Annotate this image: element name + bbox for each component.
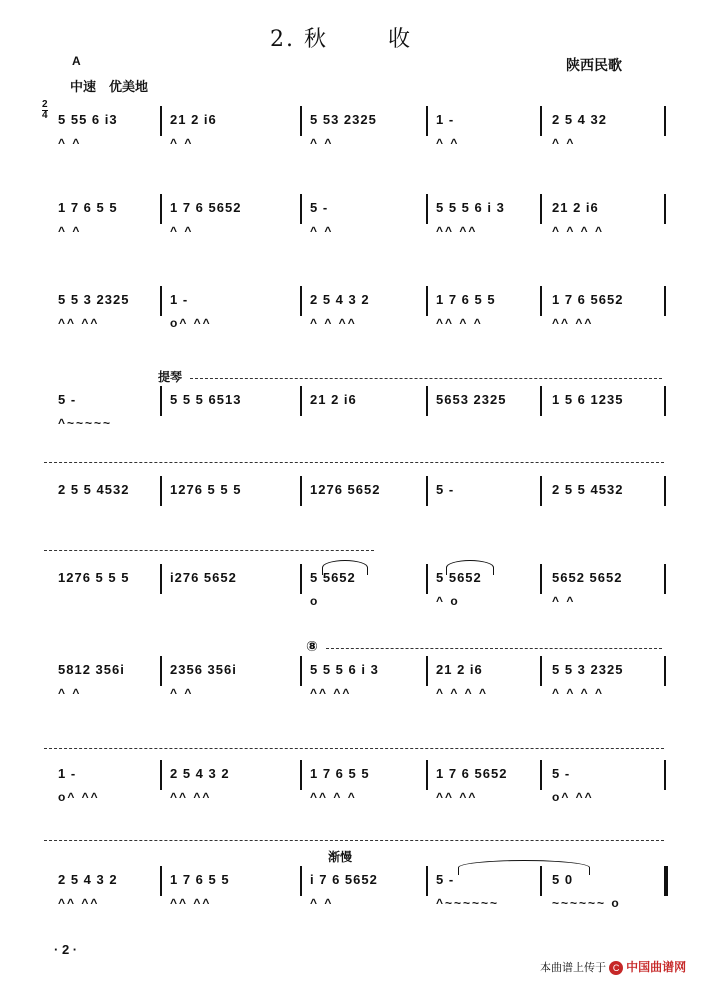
barline (426, 286, 428, 316)
barline (160, 386, 162, 416)
barline (664, 564, 666, 594)
measure-notes: 5 5 5 6 i 3 (310, 662, 379, 677)
measure-notes: 5 - (310, 200, 329, 215)
rehearsal-extension-line (326, 648, 662, 649)
measure-notes: 21 2 i6 (436, 662, 483, 677)
score-system (44, 872, 674, 912)
measure-bowing: ^~~~~~ (58, 416, 113, 430)
measure-notes: 5653 2325 (436, 392, 507, 407)
page-title: 2. 秋 收 (270, 27, 412, 52)
measure-bowing: ^ ^ ^ ^ (552, 224, 605, 238)
measure-bowing: ^ ^ (310, 224, 334, 238)
measure-notes: 1276 5652 (310, 482, 381, 497)
measure-notes: 5 - (58, 392, 77, 407)
measure-notes: 1276 5 5 5 (170, 482, 242, 497)
measure-notes: 2 5 4 3 2 (310, 292, 370, 307)
measure-bowing: ^ ^ ^^ (310, 316, 357, 330)
measure-notes: 1 7 6 5652 (552, 292, 624, 307)
measure-bowing: ^^ ^^ (310, 686, 352, 700)
measure-notes: 2356 356i (170, 662, 237, 677)
barline (664, 656, 666, 686)
measure-notes: 1 7 6 5652 (436, 766, 508, 781)
continuation-line (44, 462, 664, 463)
barline (664, 386, 666, 416)
barline (426, 760, 428, 790)
measure-notes: 1 - (58, 766, 77, 781)
score-system (44, 392, 674, 432)
measure-notes: 5 5 5 6513 (170, 392, 242, 407)
page-number: · 2 · (54, 942, 78, 957)
barline (300, 564, 302, 594)
measure-notes: 2 5 4 3 2 (58, 872, 118, 887)
measure-bowing: ^^ ^^ (58, 896, 100, 910)
measure-notes: 5 - (436, 482, 455, 497)
measure-bowing: ^ ^ (552, 136, 576, 150)
tiqin-extension-line (190, 378, 662, 379)
measure-notes: 21 2 i6 (310, 392, 357, 407)
barline (300, 476, 302, 506)
measure-bowing: ^ ^ (170, 224, 194, 238)
measure-notes: 5 0 (552, 872, 574, 887)
measure-notes: 5812 356i (58, 662, 125, 677)
measure-notes: 5 5652 (436, 570, 482, 585)
measure-notes: 1 7 6 5 5 (436, 292, 496, 307)
barline (160, 194, 162, 224)
barline (160, 866, 162, 896)
measure-bowing: ^^ ^^ (58, 316, 100, 330)
measure-bowing: ^ ^ (310, 896, 334, 910)
measure-notes: 21 2 i6 (552, 200, 599, 215)
barline (664, 866, 668, 896)
score-system (44, 662, 674, 702)
section-label: A (72, 54, 81, 68)
barline (664, 286, 666, 316)
measure-bowing: ^ o (436, 594, 460, 608)
measure-bowing: ^^ ^^ (436, 224, 478, 238)
measure-notes: 1 7 6 5 5 (310, 766, 370, 781)
rehearsal-mark: ⑧ (306, 638, 318, 654)
tiqin-annotation: 提琴 (158, 370, 183, 384)
barline (664, 106, 666, 136)
continuation-line (44, 550, 374, 551)
measure-notes: i 7 6 5652 (310, 872, 378, 887)
barline (664, 194, 666, 224)
site-logo-icon: C (609, 961, 623, 975)
barline (664, 476, 666, 506)
barline (426, 194, 428, 224)
score-system (44, 292, 674, 332)
score-system (44, 766, 674, 806)
barline (540, 760, 542, 790)
barline (426, 564, 428, 594)
measure-bowing: ^^ ^ ^ (436, 316, 483, 330)
barline (300, 386, 302, 416)
measure-notes: 1 7 6 5 5 (170, 872, 230, 887)
measure-notes: 1 7 6 5652 (170, 200, 242, 215)
measure-bowing: o^ ^^ (552, 790, 594, 804)
score-system (44, 200, 674, 240)
barline (540, 286, 542, 316)
barline (426, 106, 428, 136)
measure-bowing: ^^ ^^ (552, 316, 594, 330)
slur (446, 560, 494, 575)
measure-notes: 5 - (552, 766, 571, 781)
barline (540, 476, 542, 506)
barline (300, 106, 302, 136)
measure-bowing: ^^ ^^ (170, 790, 212, 804)
measure-bowing: ^ ^ (170, 686, 194, 700)
measure-bowing: ^ ^ (170, 136, 194, 150)
slur (458, 860, 590, 875)
measure-notes: i276 5652 (170, 570, 237, 585)
measure-notes: 5 - (436, 872, 455, 887)
measure-notes: 1 - (170, 292, 189, 307)
barline (160, 476, 162, 506)
score-system (44, 570, 674, 610)
measure-notes: 5 5 3 2325 (552, 662, 624, 677)
measure-notes: 5 53 2325 (310, 112, 377, 127)
measure-notes: 1 7 6 5 5 (58, 200, 118, 215)
song-origin: 陕西民歌 (566, 57, 622, 73)
barline (160, 106, 162, 136)
measure-notes: 2 5 5 4532 (552, 482, 624, 497)
score-system (44, 112, 674, 152)
measure-bowing: ^ ^ (58, 686, 82, 700)
score-system (44, 482, 674, 522)
barline (426, 866, 428, 896)
measure-notes: 2 5 5 4532 (58, 482, 130, 497)
barline (160, 760, 162, 790)
continuation-line (44, 748, 664, 749)
barline (300, 866, 302, 896)
measure-bowing: ~~~~~~ o (552, 896, 621, 910)
measure-notes: 5 55 6 i3 (58, 112, 118, 127)
measure-notes: 1276 5 5 5 (58, 570, 130, 585)
barline (300, 286, 302, 316)
barline (540, 106, 542, 136)
measure-bowing: ^^ ^^ (170, 896, 212, 910)
barline (426, 656, 428, 686)
barline (540, 194, 542, 224)
measure-bowing: ^ ^ ^ ^ (436, 686, 489, 700)
slur (322, 560, 368, 575)
barline (426, 386, 428, 416)
measure-notes: 21 2 i6 (170, 112, 217, 127)
barline (160, 286, 162, 316)
measure-bowing: o^ ^^ (170, 316, 212, 330)
barline (540, 386, 542, 416)
barline (664, 760, 666, 790)
tempo-marking: 中速 优美地 (70, 79, 149, 94)
barline (160, 564, 162, 594)
measure-bowing: o^ ^^ (58, 790, 100, 804)
measure-notes: 2 5 4 32 (552, 112, 607, 127)
continuation-line (44, 840, 664, 841)
barline (540, 564, 542, 594)
footer: 本曲谱上传于 C 中国曲谱网 (540, 960, 687, 974)
barline (300, 656, 302, 686)
measure-notes: 5 5 3 2325 (58, 292, 130, 307)
measure-bowing: ^^ ^ ^ (310, 790, 357, 804)
barline (300, 194, 302, 224)
measure-notes: 1 - (436, 112, 455, 127)
measure-bowing: ^~~~~~~ (436, 896, 500, 910)
measure-notes: 5 5652 (310, 570, 356, 585)
barline (426, 476, 428, 506)
barline (300, 760, 302, 790)
jianman-annotation: 渐慢 (328, 850, 353, 864)
measure-notes: 5 5 5 6 i 3 (436, 200, 505, 215)
measure-bowing: ^ ^ (58, 224, 82, 238)
measure-notes: 1 5 6 1235 (552, 392, 624, 407)
measure-bowing: ^ ^ (58, 136, 82, 150)
measure-bowing: ^ ^ (436, 136, 460, 150)
measure-bowing: o (310, 594, 320, 608)
measure-notes: 5652 5652 (552, 570, 623, 585)
measure-bowing: ^^ ^^ (436, 790, 478, 804)
measure-notes: 2 5 4 3 2 (170, 766, 230, 781)
measure-bowing: ^ ^ (310, 136, 334, 150)
time-signature: 2 4 (42, 99, 48, 121)
barline (160, 656, 162, 686)
measure-bowing: ^ ^ ^ ^ (552, 686, 605, 700)
measure-bowing: ^ ^ (552, 594, 576, 608)
barline (540, 656, 542, 686)
